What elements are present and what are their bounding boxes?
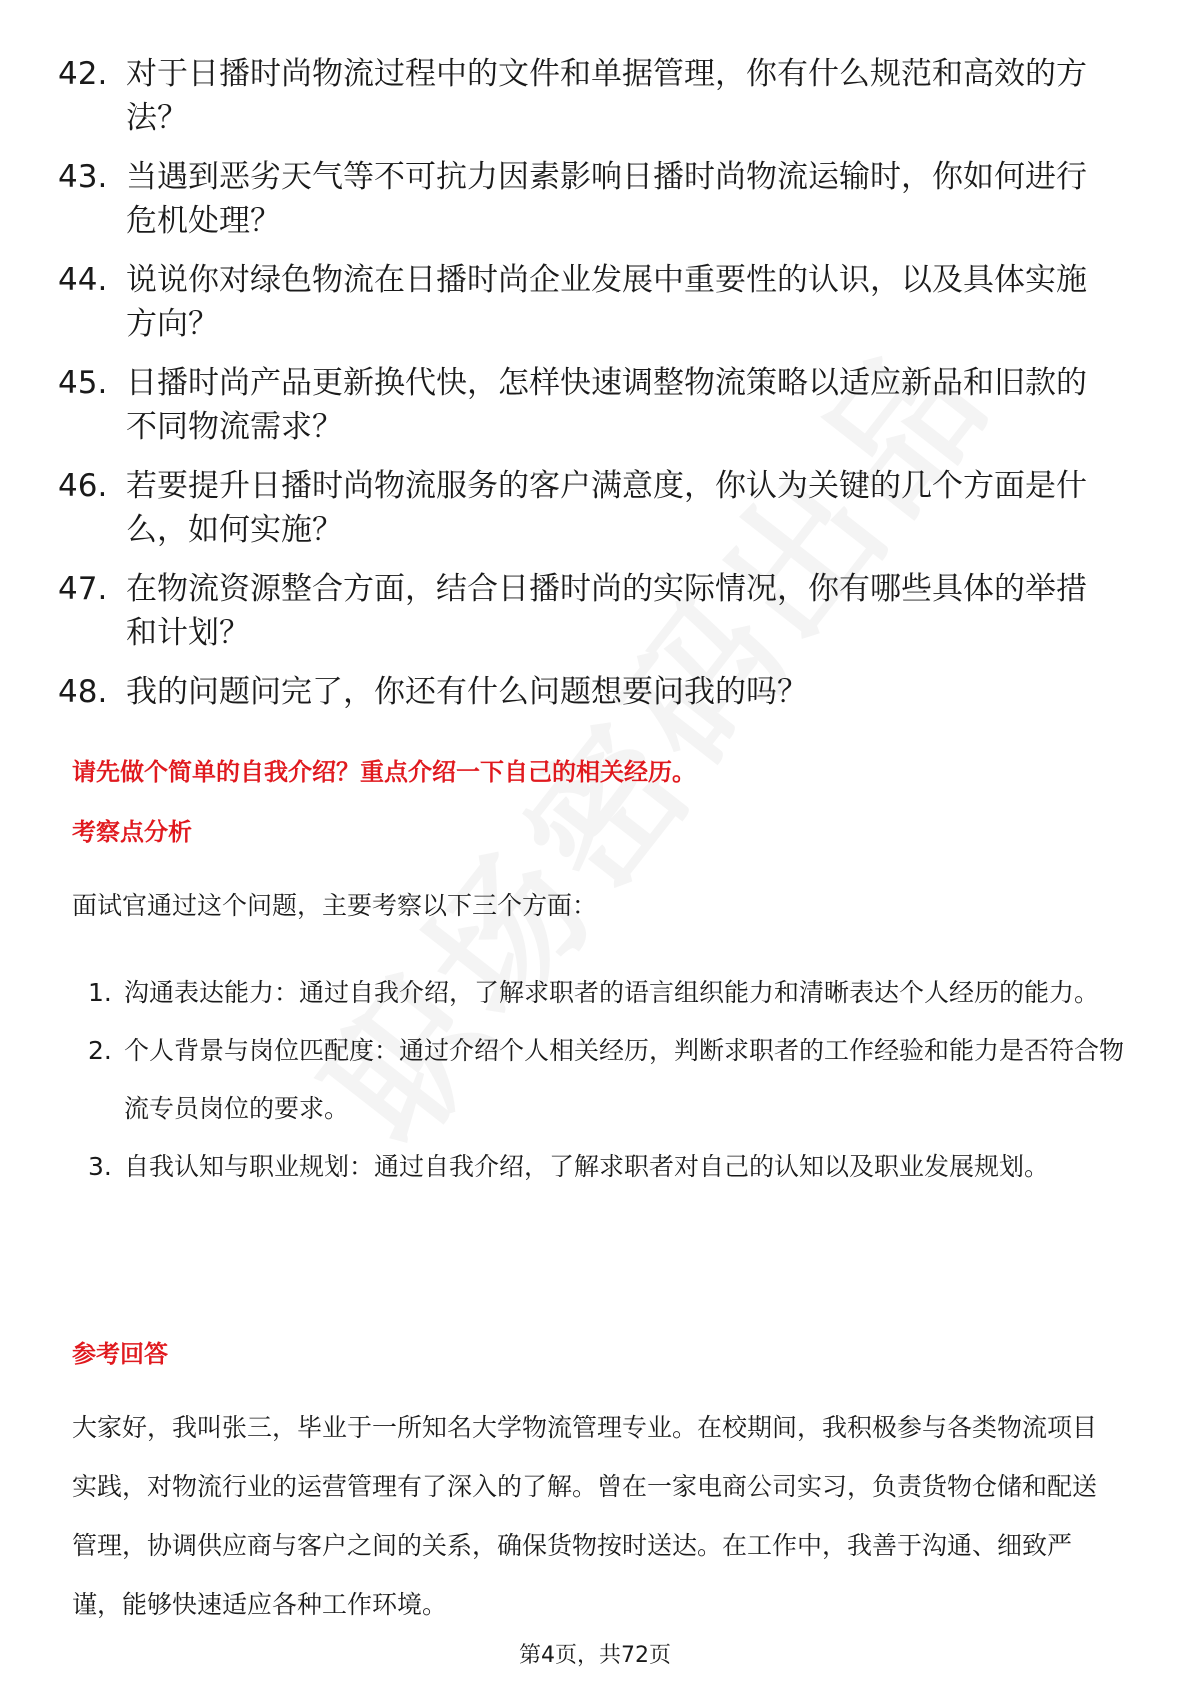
question-number: 46. [58,468,108,504]
point-number: 3. [88,1152,112,1181]
question-number: 42. [58,56,108,92]
question-text: 若要提升日播时尚物流服务的客户满意度，你认为关键的几个方面是什么，如何实施？ [126,468,1087,548]
list-item [72,1138,1132,1196]
point-number: 2. [88,1036,112,1065]
reference-heading: 参考回答 [72,1340,168,1368]
point-text: 沟通表达能力：通过自我介绍，了解求职者的语言组织能力和清晰表达个人经历的能力。 [124,978,1100,1007]
list-item [58,361,1118,449]
list-item [58,258,1118,346]
point-text: 个人背景与岗位匹配度：通过介绍个人相关经历，判断求职者的工作经验和能力是否符合物流专员岗位的要求。 [124,1036,1125,1123]
analysis-heading: 考察点分析 [72,818,192,846]
question-number: 44. [58,262,108,298]
question-text: 说说你对绿色物流在日播时尚企业发展中重要性的认识，以及具体实施方向？ [126,262,1087,342]
question-text: 当遇到恶劣天气等不可抗力因素影响日播时尚物流运输时，你如何进行危机处理？ [126,159,1087,239]
question-number: 48. [58,674,108,710]
list-item [58,567,1118,655]
question-text: 日播时尚产品更新换代快，怎样快速调整物流策略以适应新品和旧款的不同物流需求？ [126,365,1087,445]
question-text: 我的问题问完了，你还有什么问题想要问我的吗？ [126,674,808,710]
question-number: 45. [58,365,108,401]
analysis-points [72,964,1132,1196]
list-item [58,464,1118,552]
list-item [72,964,1132,1022]
question-list [58,52,1118,729]
list-item [72,1022,1132,1138]
point-number: 1. [88,978,112,1007]
list-item [58,670,1118,714]
question-text: 在物流资源整合方面，结合日播时尚的实际情况，你有哪些具体的举措和计划？ [126,571,1087,651]
analysis-intro: 面试官通过这个问题，主要考察以下三个方面： [72,891,598,920]
question-number: 47. [58,571,108,607]
question-text: 对于日播时尚物流过程中的文件和单据管理，你有什么规范和高效的方法？ [126,56,1087,136]
featured-question: 请先做个简单的自我介绍？重点介绍一下自己的相关经历。 [72,758,696,786]
list-item [58,155,1118,243]
question-number: 43. [58,159,108,195]
point-text: 自我认知与职业规划：通过自我介绍，了解求职者对自己的认知以及职业发展规划。 [124,1152,1050,1181]
list-item [58,52,1118,140]
page-number: 第4页，共72页 [519,1643,671,1668]
reference-answer: 大家好，我叫张三，毕业于一所知名大学物流管理专业。在校期间，我积极参与各类物流项目实践，对物流行业的运营管理有了深入的了解。曾在一家电商公司实习，负责货物仓储和配送管理，协调供应商与客户之间的关系，确保货物按时送达。在工作中，我善于沟通、细致严谨，能够快速适应各种工作环境。 [72,1413,1098,1619]
